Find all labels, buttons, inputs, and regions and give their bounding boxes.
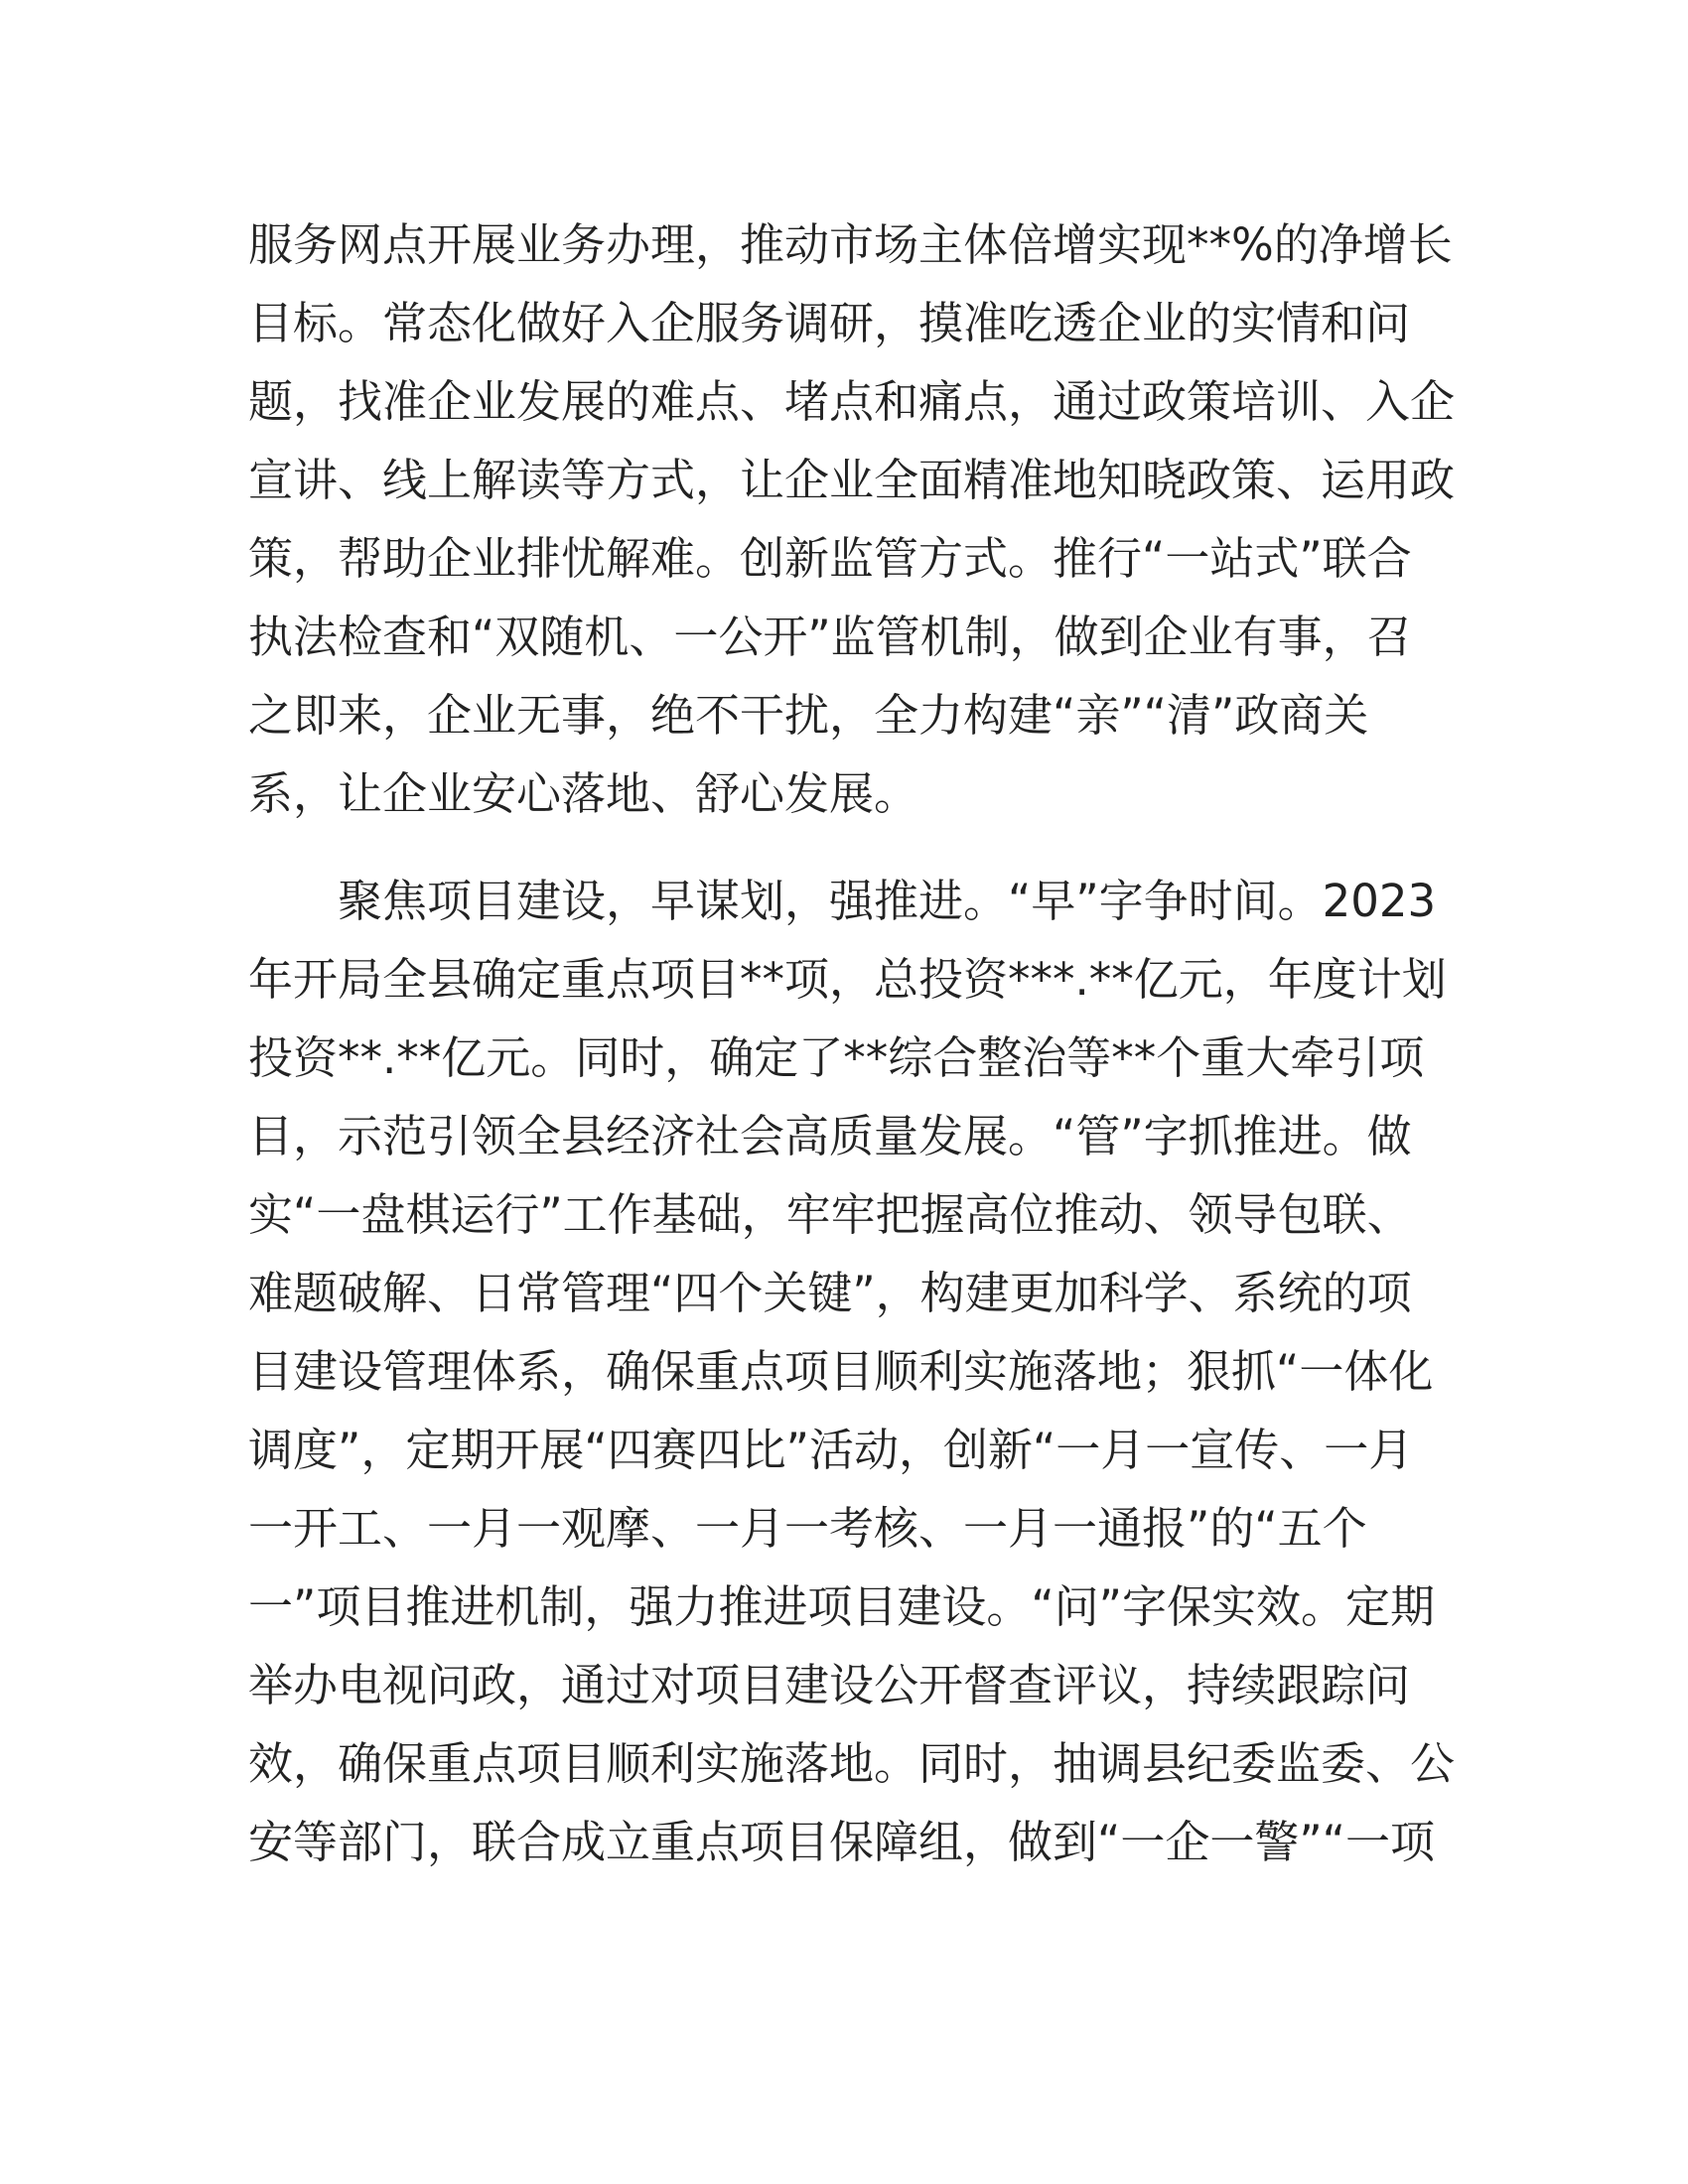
text-line: 目，示范引领全县经济社会高质量发展。“管”字抓推进。做 [248,1110,1412,1162]
text-line: 一开工、一月一观摩、一月一考核、一月一通报”的“五个 [248,1502,1367,1555]
text-line: 安等部门，联合成立重点项目保障组，做到“一企一警”“一项 [248,1816,1435,1868]
text-line: 之即来，企业无事，绝不干扰，全力构建“亲”“清”政商关 [248,689,1369,742]
paragraph-spacer [248,841,1440,870]
text-line: 策，帮助企业排忧解难。创新监管方式。推行“一站式”联合 [248,532,1412,585]
text-line: 实“一盘棋运行”工作基础，牢牢把握高位推动、领导包联、 [248,1188,1412,1241]
text-line: 投资**.**亿元。同时，确定了**综合整治等**个重大牵引项 [248,1031,1425,1084]
text-line: 难题破解、日常管理“四个关键”，构建更加科学、系统的项 [248,1267,1412,1319]
text-line: 一”项目推进机制，强力推进项目建设。“问”字保实效。定期 [248,1580,1435,1633]
text-line: 调度”，定期开展“四赛四比”活动，创新“一月一宣传、一月 [248,1424,1414,1476]
paragraph-1 [248,213,1456,841]
text-line: 目建设管理体系，确保重点项目顺利实施落地；狠抓“一体化 [248,1345,1434,1398]
document-body [248,213,1456,1889]
text-line: 执法检查和“双随机、一公开”监管机制，做到企业有事，召 [248,611,1412,663]
text-line: 系，让企业安心落地、舒心发展。 [248,767,919,820]
text-line: 服务网点开展业务办理，推动市场主体倍增实现**%的净增长 [248,218,1453,271]
text-line: 题，找准企业发展的难点、堵点和痛点，通过政策培训、入企 [248,375,1456,428]
paragraph-2 [248,870,1456,1889]
text-line: 目标。常态化做好入企服务调研，摸准吃透企业的实情和问 [248,297,1411,349]
text-line: 宣讲、线上解读等方式，让企业全面精准地知晓政策、运用政 [248,454,1456,506]
text-line: 举办电视问政，通过对项目建设公开督查评议，持续跟踪问 [248,1659,1411,1711]
text-line: 年开局全县确定重点项目**项，总投资***.**亿元，年度计划 [248,953,1447,1006]
text-line: 聚焦项目建设，早谋划，强推进。“早”字争时间。2023 [248,875,1437,927]
text-line: 效，确保重点项目顺利实施落地。同时，抽调县纪委监委、公 [248,1737,1456,1790]
